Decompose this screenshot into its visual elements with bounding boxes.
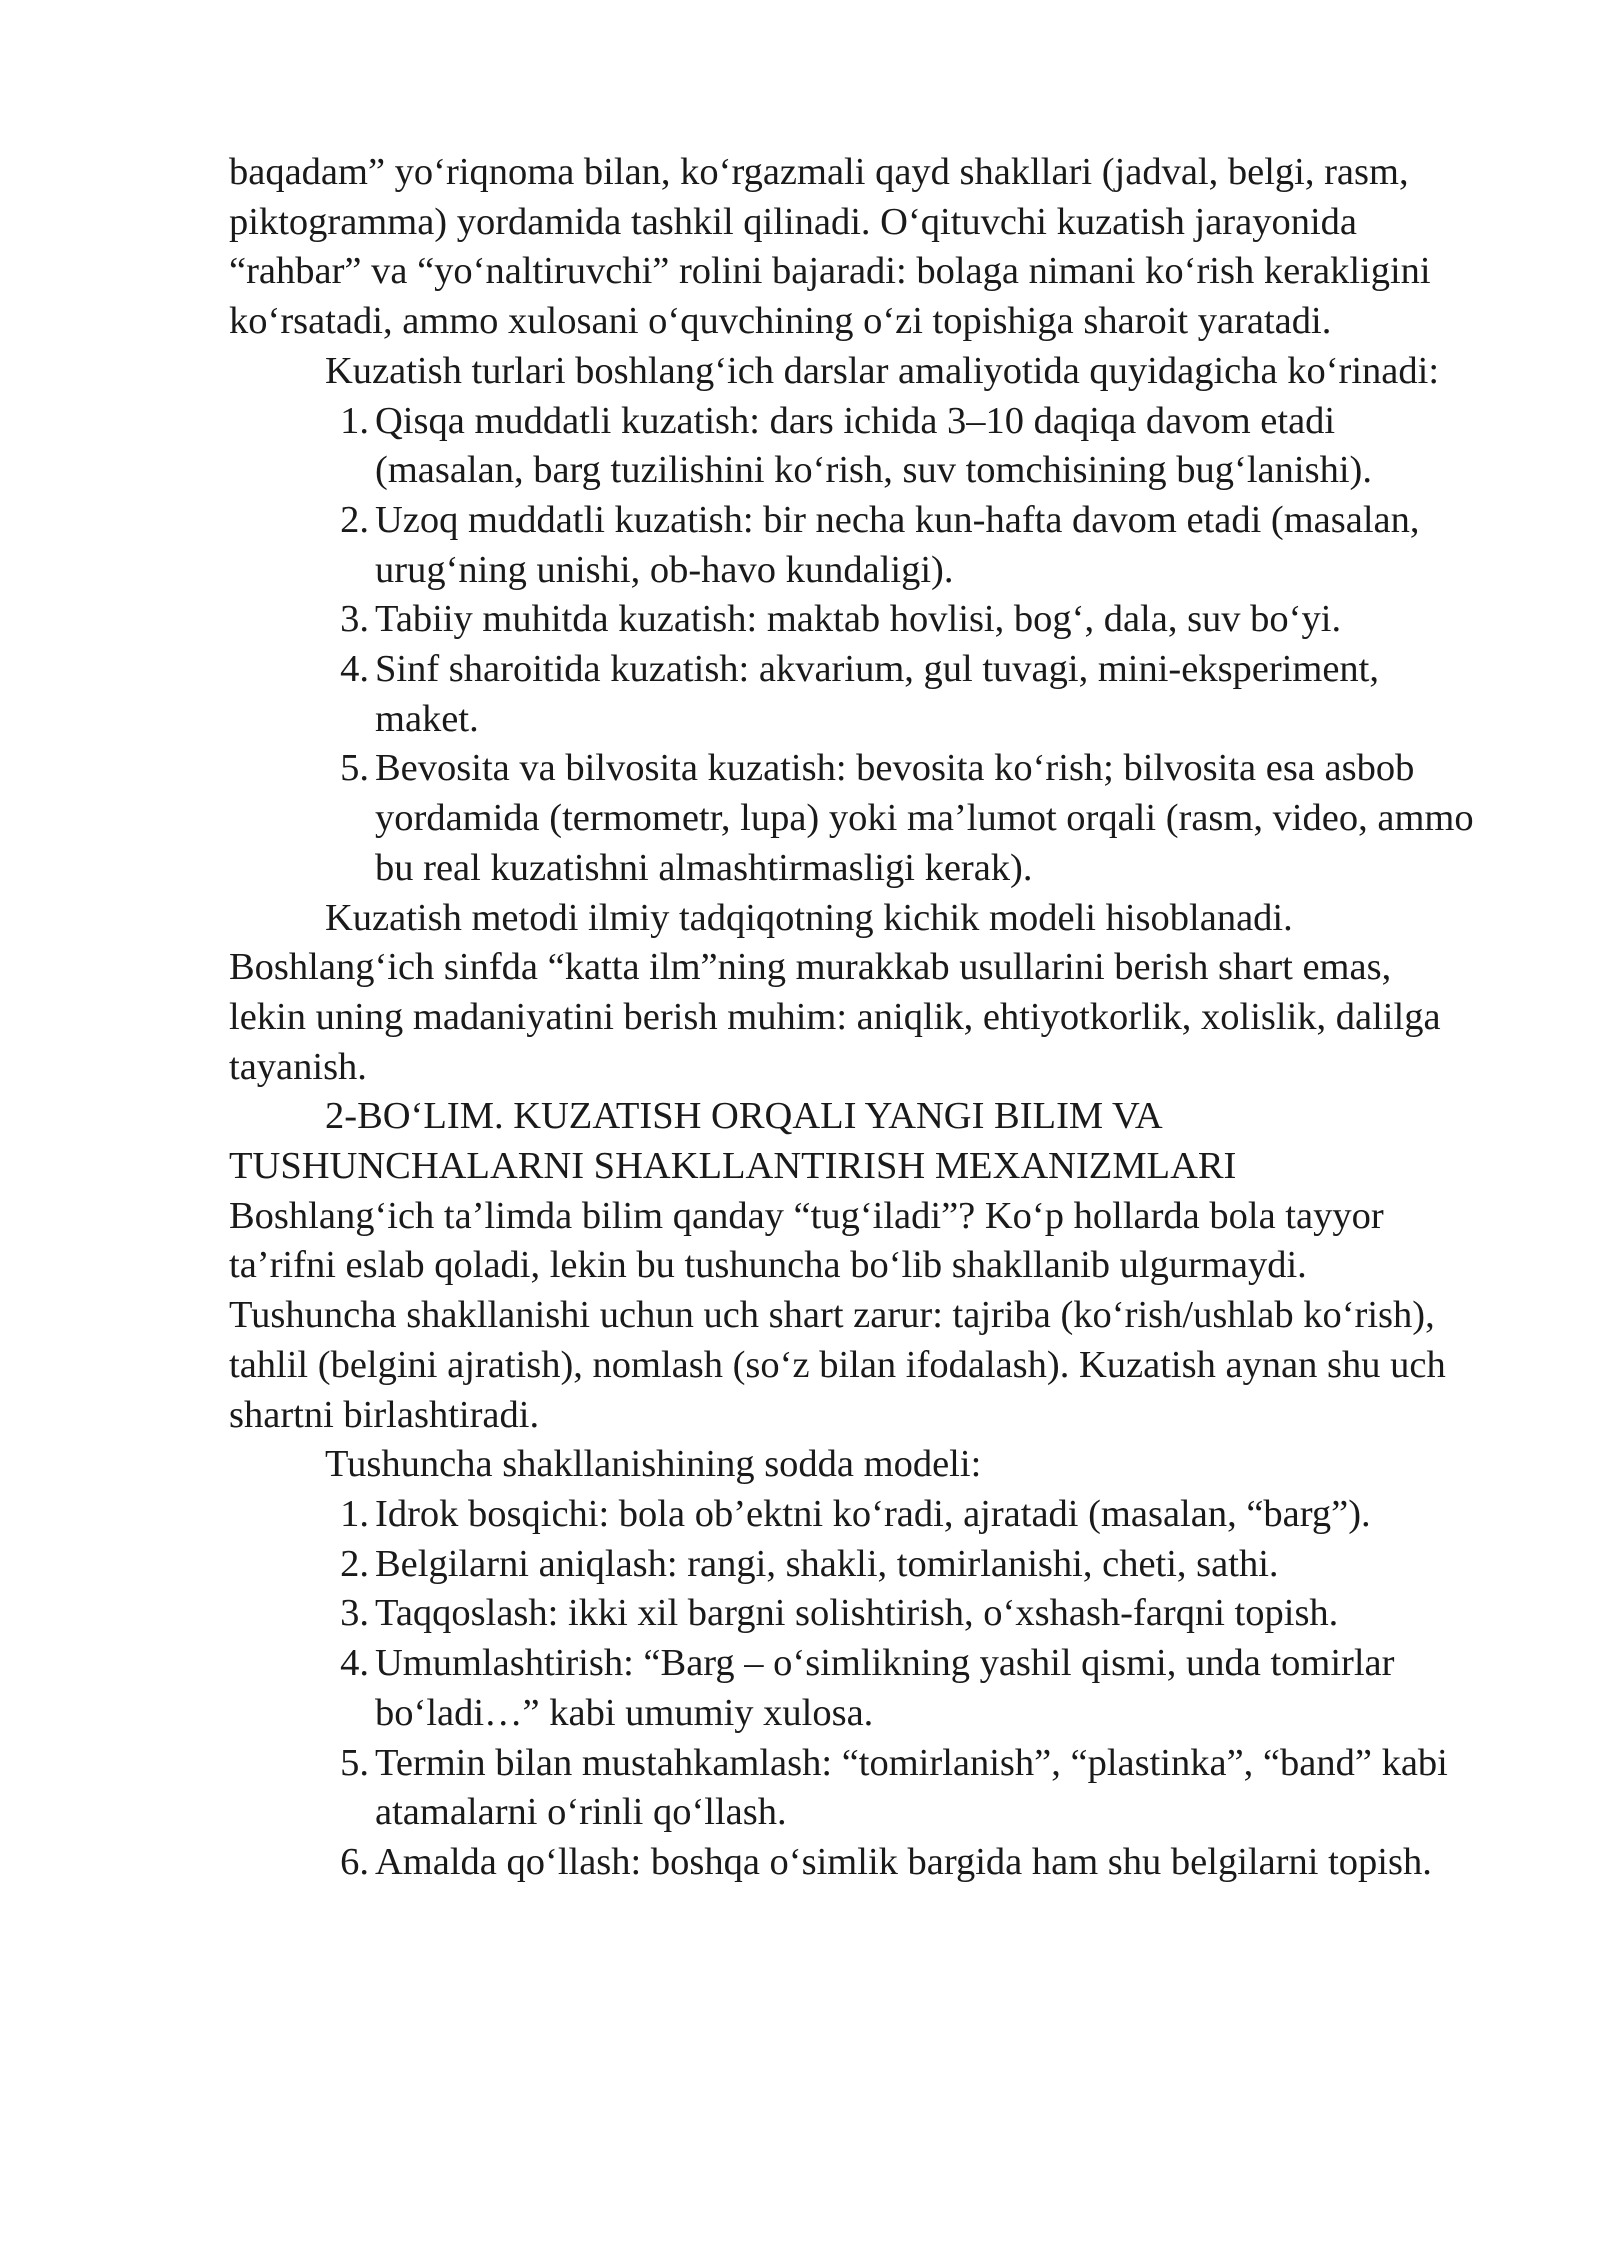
- list-item-number: 2.: [340, 498, 369, 541]
- list-item: [325, 496, 1474, 595]
- concept-model-list: [229, 1490, 1474, 1888]
- list-item: [325, 1739, 1474, 1838]
- paragraph-knowledge-formation: Boshlang‘ich ta’limda bilim qanday “tug‘iladi”? Ko‘p hollarda bola tayyor ta’rifni eslab qoladi, lekin bu tushuncha bo‘lib shakllanib ulgurmaydi. Tushuncha shakllanishi uchun uch shart zarur: tajriba (ko‘rish/ushlab ko‘rish), tahlil (belgini ajratish), nomlash (so‘z bilan ifodalash). Kuzatish aynan shu uch shartni birlashtiradi.: [229, 1194, 1446, 1436]
- paragraph-model-intro: Tushuncha shakllanishining sodda modeli:: [325, 1443, 982, 1486]
- list-item-number: 3.: [340, 598, 369, 641]
- list-item-number: 4.: [340, 648, 369, 691]
- list-item: [325, 595, 1474, 645]
- list-item-number: 5.: [340, 747, 369, 790]
- list-item-number: 2.: [340, 1542, 369, 1585]
- list-item: [325, 397, 1474, 496]
- list-item-text: Taqqoslash: ikki xil bargni solishtirish, o‘xshash-farqni topish.: [375, 1592, 1339, 1635]
- list-item-number: 3.: [340, 1592, 369, 1635]
- observation-types-list: [229, 397, 1474, 894]
- section-heading-line-1: 2-BO‘LIM. KUZATISH ORQALI YANGI BILIM VA: [325, 1095, 1163, 1138]
- list-item-number: 4.: [340, 1642, 369, 1685]
- list-item-text: Belgilarni aniqlash: rangi, shakli, tomirlanishi, cheti, sathi.: [375, 1542, 1279, 1585]
- list-item: [325, 1490, 1474, 1540]
- paragraph-intro-continued: baqadam” yo‘riqnoma bilan, ko‘rgazmali qayd shakllari (jadval, belgi, rasm, piktogramma) yordamida tashkil qilinadi. O‘qituvchi kuzatish jarayonida “rahbar” va “yo‘naltiruvchi” rolini bajaradi: bolaga nimani ko‘rish kerakligini ko‘rsatadi, ammo xulosani o‘quvchining o‘zi topishiga sharoit yaratadi.: [229, 151, 1431, 343]
- list-item: [325, 744, 1474, 893]
- list-item-number: 6.: [340, 1840, 369, 1883]
- list-item-text: Tabiiy muhitda kuzatish: maktab hovlisi, bog‘, dala, suv bo‘yi.: [375, 598, 1342, 641]
- list-item: [325, 1540, 1474, 1590]
- list-item-text: Sinf sharoitida kuzatish: akvarium, gul tuvagi, mini-eksperiment, maket.: [375, 648, 1380, 740]
- list-item-number: 5.: [340, 1741, 369, 1784]
- paragraph-method-model: Kuzatish metodi ilmiy tadqiqotning kichik modeli hisoblanadi. Boshlang‘ich sinfda “katta ilm”ning murakkab usullarini berish shart emas, lekin uning madaniyatini berish muhim: aniqlik, ehtiyotkorlik, xolislik, dalilga tayanish.: [229, 896, 1441, 1088]
- list-item: [325, 1639, 1474, 1738]
- paragraph-observation-types-intro: Kuzatish turlari boshlang‘ich darslar amaliyotida quyidagicha ko‘rinadi:: [325, 349, 1440, 392]
- list-item: [325, 1838, 1474, 1888]
- list-item: [325, 1589, 1474, 1639]
- list-item-text: Umumlashtirish: “Barg – o‘simlikning yashil qismi, unda tomirlar bo‘ladi…” kabi umumiy xulosa.: [375, 1642, 1395, 1734]
- list-item: [325, 645, 1474, 744]
- list-item-text: Qisqa muddatli kuzatish: dars ichida 3–10 daqiqa davom etadi (masalan, barg tuzilishini ko‘rish, suv tomchisining bug‘lanishi).: [375, 399, 1372, 492]
- page-content: [229, 148, 1474, 1888]
- list-item-number: 1.: [340, 1492, 369, 1535]
- section-heading-line-2: TUSHUNCHALARNI SHAKLLANTIRISH MEXANIZMLARI: [229, 1145, 1237, 1188]
- list-item-text: Termin bilan mustahkamlash: “tomirlanish”, “plastinka”, “band” kabi atamalarni o‘rinli qo‘llash.: [375, 1741, 1448, 1834]
- list-item-text: Amalda qo‘llash: boshqa o‘simlik bargida ham shu belgilarni topish.: [375, 1840, 1432, 1883]
- list-item-number: 1.: [340, 399, 369, 442]
- list-item-text: Idrok bosqichi: bola ob’ektni ko‘radi, ajratadi (masalan, “barg”).: [375, 1492, 1371, 1535]
- list-item-text: Bevosita va bilvosita kuzatish: bevosita ko‘rish; bilvosita esa asbob yordamida (termometr, lupa) yoki ma’lumot orqali (rasm, video, ammo bu real kuzatishni almashtirmasligi kerak).: [375, 747, 1474, 889]
- list-item-text: Uzoq muddatli kuzatish: bir necha kun-hafta davom etadi (masalan, urug‘ning unishi, ob-havo kundaligi).: [375, 498, 1420, 591]
